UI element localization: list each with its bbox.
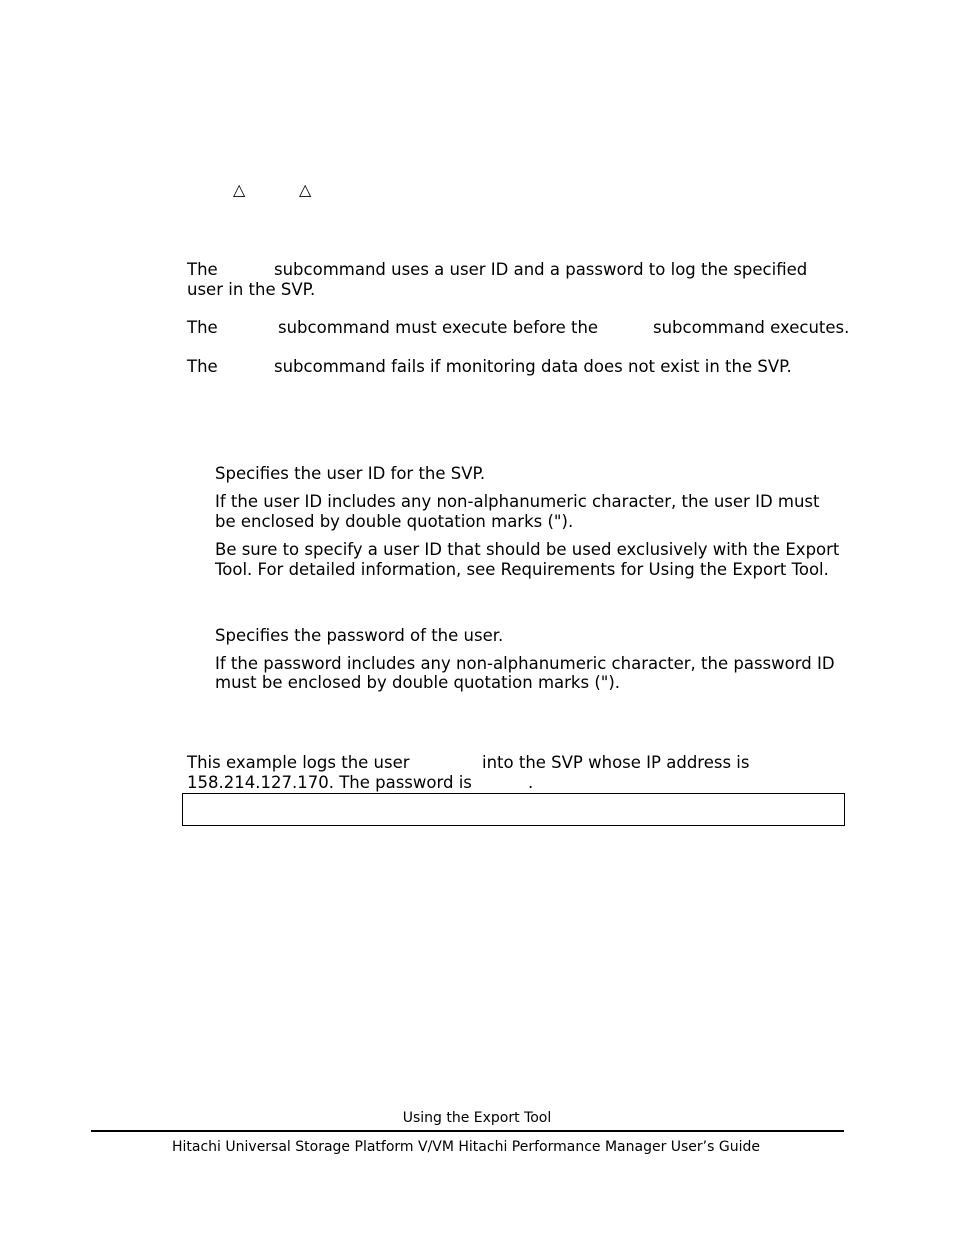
userid-operand-desc: Specifies the user ID for the SVP. bbox=[215, 464, 486, 483]
example-code-box bbox=[182, 793, 845, 826]
example-text: This example logs the user bbox=[187, 753, 410, 772]
footer-section-title: Using the Export Tool bbox=[402, 1110, 552, 1126]
description-p3-text: subcommand fails if monitoring data does not exist in the SVP. bbox=[274, 357, 792, 376]
userid-operand-advice-cont: Tool. For detailed information, see Requirements for Using the Export Tool. bbox=[215, 560, 829, 579]
example-text-period: . bbox=[528, 773, 534, 792]
password-operand-note: If the password includes any non-alphanumeric character, the password ID bbox=[215, 654, 835, 673]
space-marker-icon: △ bbox=[299, 180, 312, 199]
userid-operand-advice: Be sure to specify a user ID that should be used exclusively with the Export bbox=[215, 540, 840, 559]
description-p2-tail: subcommand executes. bbox=[653, 318, 850, 337]
space-marker-icon: △ bbox=[233, 180, 246, 199]
description-p1-text: subcommand uses a user ID and a password to log the specified bbox=[274, 260, 808, 279]
footer-divider bbox=[91, 1130, 844, 1132]
description-p3-lead: The bbox=[187, 357, 218, 376]
description-p2-text: subcommand must execute before the bbox=[278, 318, 599, 337]
userid-operand-note-cont: be enclosed by double quotation marks ("). bbox=[215, 512, 574, 531]
password-operand-desc: Specifies the password of the user. bbox=[215, 626, 504, 645]
userid-operand-note: If the user ID includes any non-alphanumeric character, the user ID must bbox=[215, 492, 820, 511]
example-text-line2: 158.214.127.170. The password is bbox=[187, 773, 472, 792]
description-p1-cont: user in the SVP. bbox=[187, 280, 316, 299]
description-p2-lead: The bbox=[187, 318, 218, 337]
description-p1-lead: The bbox=[187, 260, 218, 279]
footer-guide-title: Hitachi Universal Storage Platform V/VM Hitachi Performance Manager User’s Guide bbox=[172, 1139, 760, 1155]
example-text-cont: into the SVP whose IP address is bbox=[482, 753, 750, 772]
password-operand-note-cont: must be enclosed by double quotation marks ("). bbox=[215, 673, 621, 692]
